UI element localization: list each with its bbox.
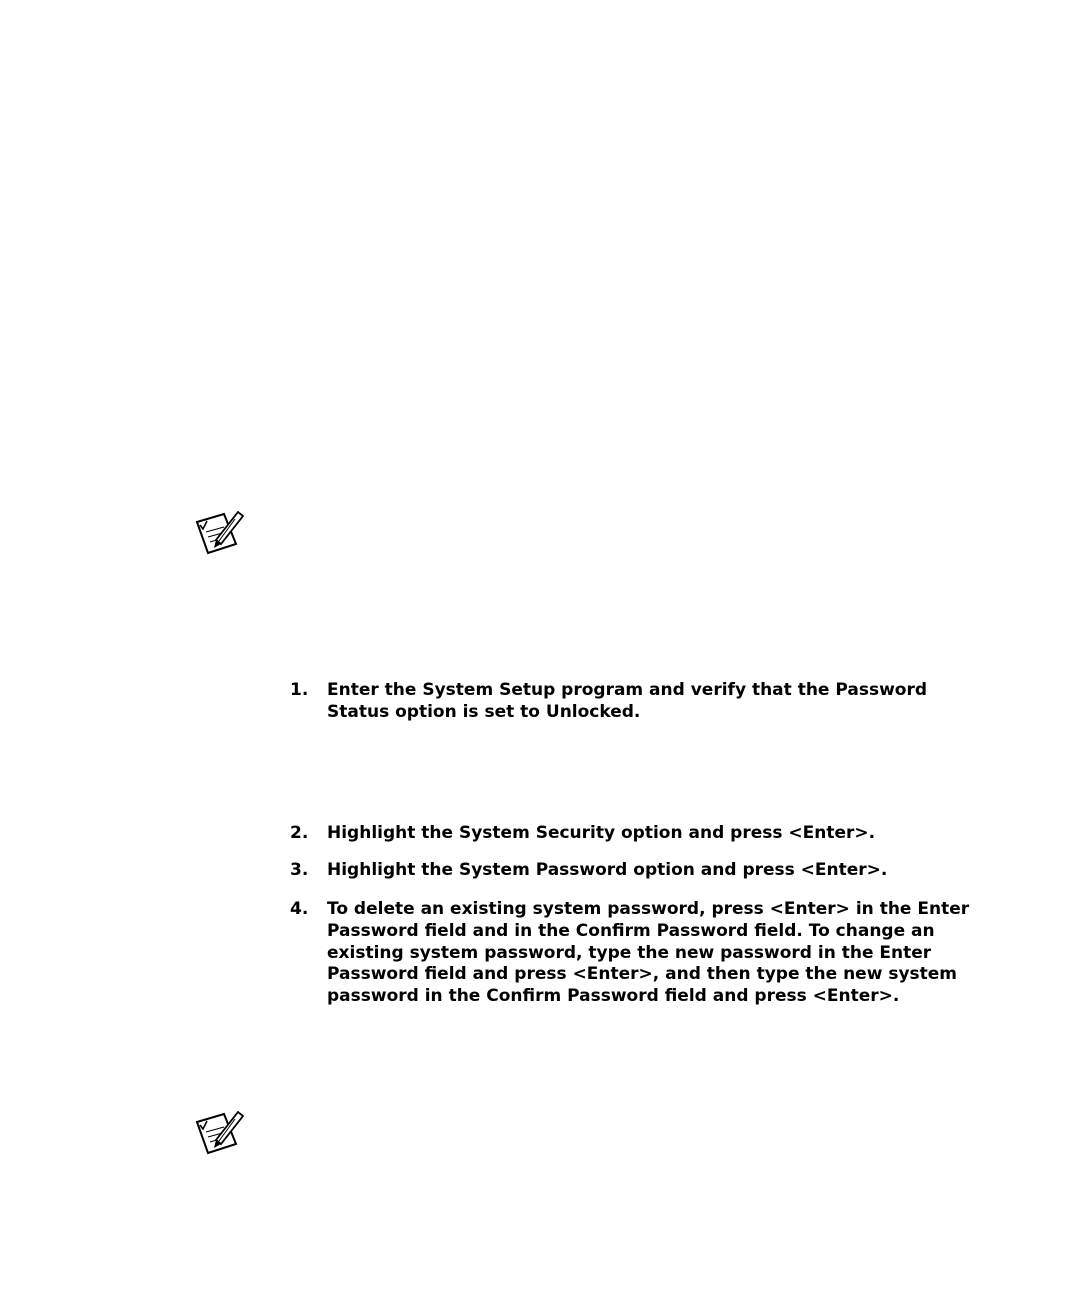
step-text: Highlight the System Security option and press <Enter>. — [327, 823, 876, 843]
step-2 — [290, 823, 980, 845]
step-number: 1. — [290, 680, 309, 700]
step-text: To delete an existing system password, press <Enter> in the Enter Password field and in the Confirm Password field. To change an existing system password, type the new password in the Enter Password field and press <Enter>, and then type the new system password in the Confirm Password field and press <Enter>. — [327, 899, 970, 1007]
step-text: Enter the System Setup program and verify that the Password Status option is set to Unlocked. — [327, 680, 928, 722]
note-icon — [194, 510, 246, 556]
step-4 — [290, 899, 980, 1008]
step-number: 3. — [290, 860, 309, 880]
step-number: 4. — [290, 899, 309, 919]
step-number: 2. — [290, 823, 309, 843]
step-text: Highlight the System Password option and press <Enter>. — [327, 860, 888, 880]
step-1 — [290, 680, 980, 724]
step-3 — [290, 860, 980, 882]
note-icon — [194, 1110, 246, 1156]
